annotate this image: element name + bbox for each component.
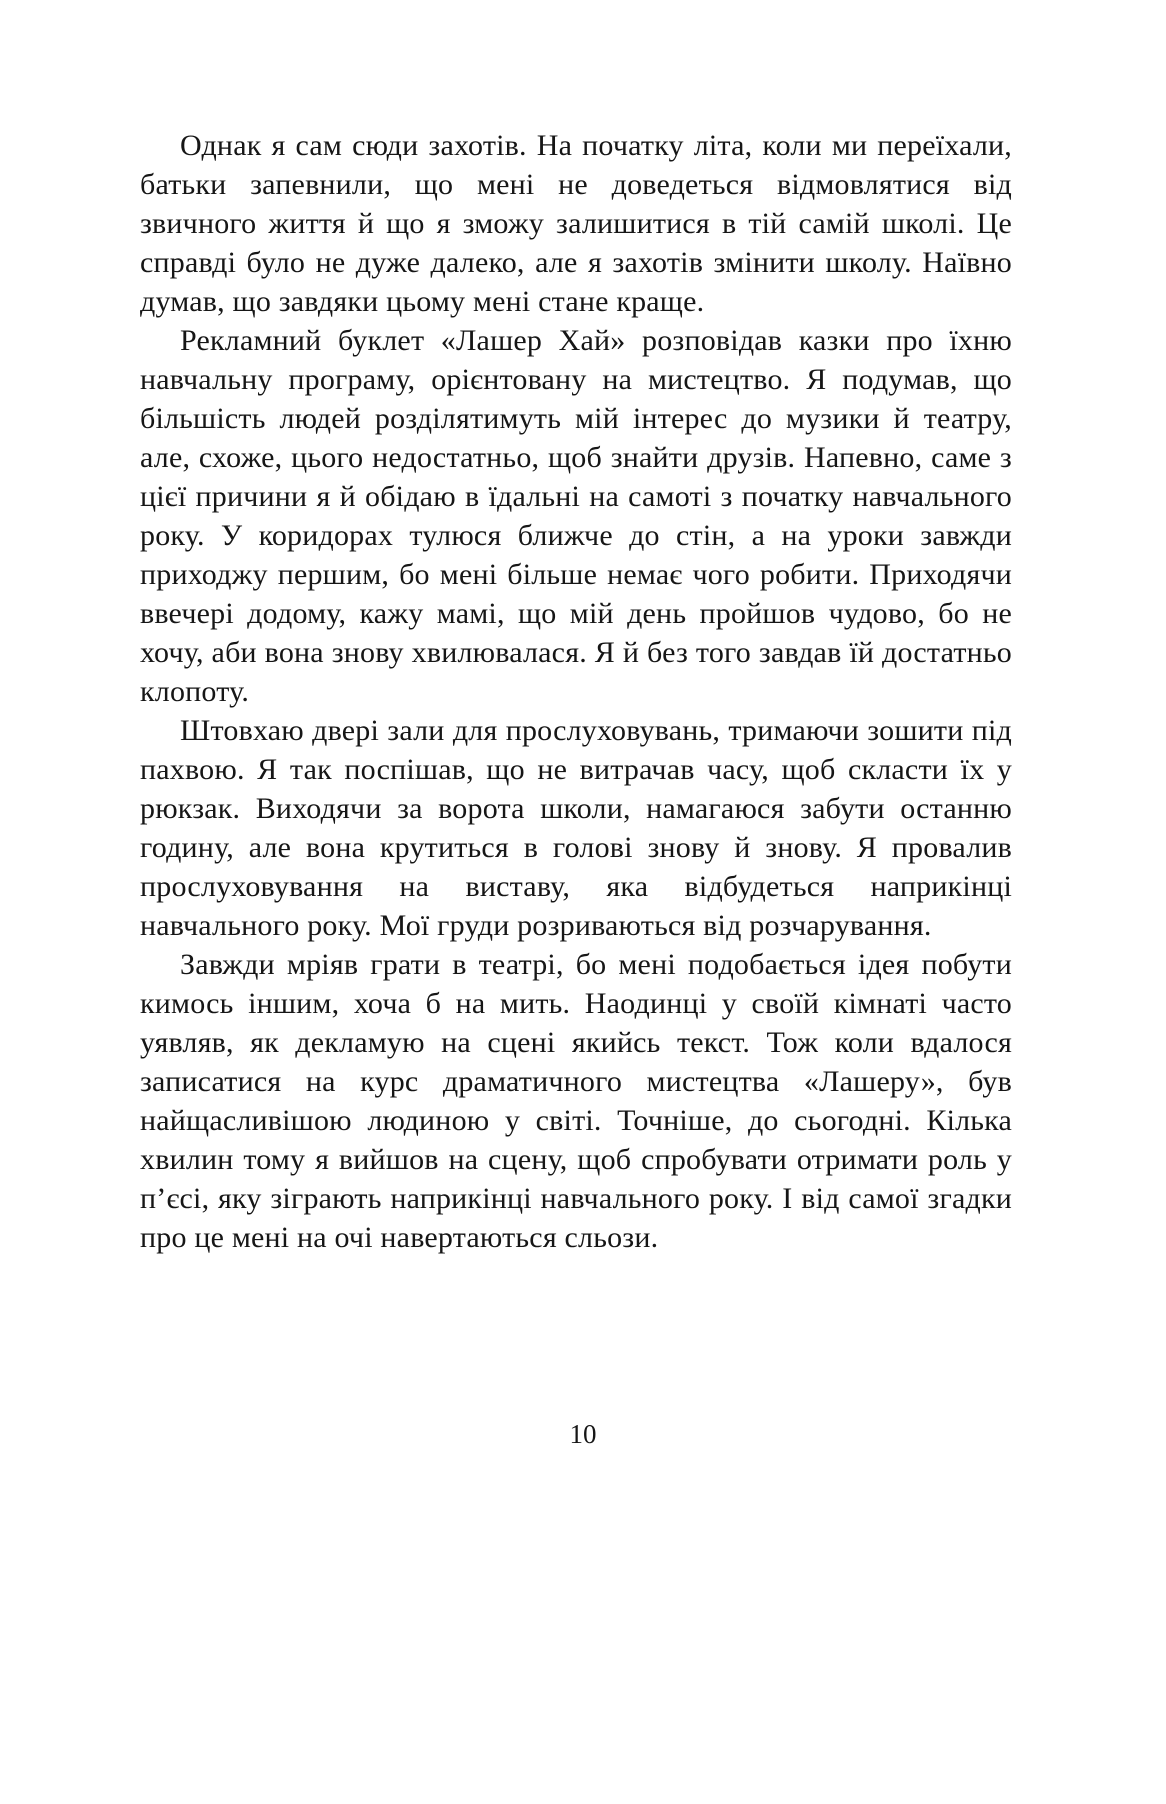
paragraph: Штовхаю двері зали для прослуховувань, тримаючи зошити під пахвою. Я так поспішав, що не витрачав часу, щоб скласти їх у рюкзак. Виходячи за ворота школи, намагаюся забути останню годину, але вона крутиться в голові знову й знову. Я провалив прослуховування на виставу, яка відбудеться наприкінці навчального року. Мої груди розриваються від розчарування.	[140, 714, 1012, 942]
paragraph: Завжди мріяв грати в театрі, бо мені подобається ідея побути кимось іншим, хоча б на мить. Наодинці у своїй кімнаті часто уявляв, як декламую на сцені якийсь текст. Тож коли вдалося записатися на курс драматичного мистецтва «Лашеру», був найщасливішою людиною у світі. Точніше, до сьогодні. Кілька хвилин тому я вийшов на сцену, щоб спробувати отримати роль у п’єсі, яку зіграють наприкінці навчального року. І від самої згадки про це мені на очі навертаються сльози.	[140, 948, 1012, 1254]
body-text	[140, 126, 1012, 1257]
paragraph: Однак я сам сюди захотів. На початку літа, коли ми переїхали, батьки запевнили, що мені не доведеться відмовлятися від звичного життя й що я зможу залишитися в тій самій школі. Це справді було не дуже далеко, але я захотів змінити школу. Наївно думав, що завдяки цьому мені стане краще.	[140, 129, 1012, 318]
page-number: 10	[569, 1419, 597, 1449]
paragraph: Рекламний буклет «Лашер Хай» розповідав казки про їхню навчальну програму, орієнтовану на мистецтво. Я подумав, що більшість людей розділятимуть мій інтерес до музики й театру, але, схоже, цього недостатньо, щоб знайти друзів. Напевно, саме з цієї причини я й обідаю в їдальні на самоті з початку навчального року. У коридорах тулюся ближче до стін, а на уроки завжди приходжу першим, бо мені більше немає чого робити. Приходячи ввечері додому, кажу мамі, що мій день пройшов чудово, бо не хочу, аби вона знову хвилювалася. Я й без того завдав їй достатньо клопоту.	[140, 324, 1012, 708]
